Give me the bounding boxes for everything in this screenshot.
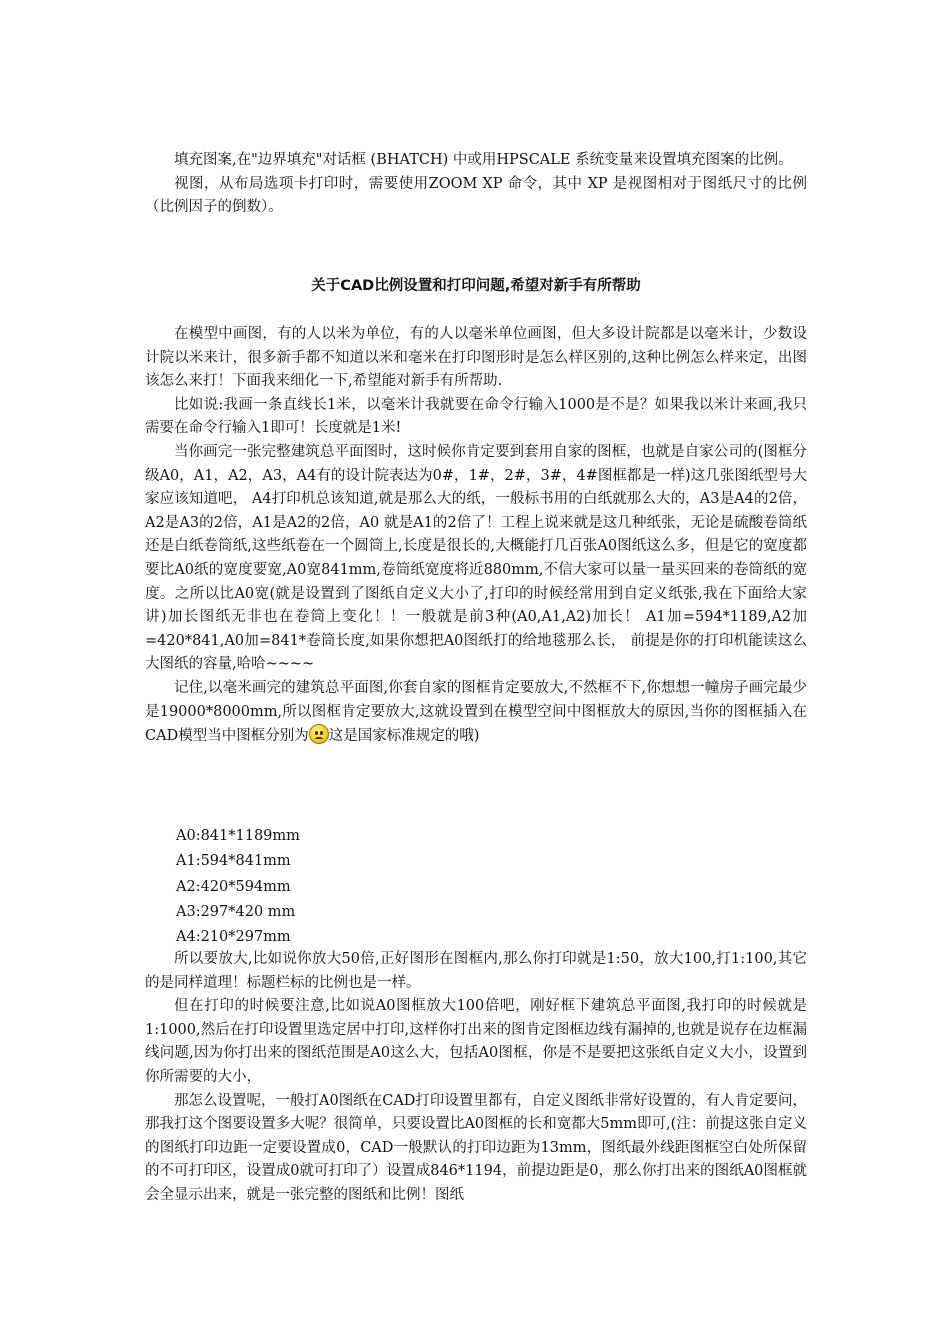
article-paragraph-frame-scale <box>145 677 807 749</box>
paper-size-item: A3:297*420 mm <box>176 903 296 920</box>
article-section-top <box>145 323 807 749</box>
intro-paragraph-zoom: 视图，从布局选项卡打印时，需要使用ZOOM XP 命令，其中 XP 是视图相对于图纸尺寸的比例（比例因子的倒数）。 <box>145 175 807 216</box>
worried-face-icon <box>309 724 329 744</box>
article-title: 关于CAD比例设置和打印问题,希望对新手有所帮助 <box>311 278 641 294</box>
paper-size-item: A0:841*1189mm <box>176 828 300 844</box>
frame-scale-text-end: 这是国家标准规定的哦) <box>328 728 480 745</box>
frame-scale-text: 记住,以毫米画完的建筑总平面图,你套自家的图框肯定要放大,不然框不下,你想想一幢房子画完最少是19000*8000mm,所以图框肯定要放大,这就设置到在模型空间中图框放大的原因,当你的图框插入在CAD模型当中图框分别为 <box>145 679 807 745</box>
article-paragraph-example: 比如说:我画一条直线长1米，以毫米计我就要在命令行输入1000是不是？如果我以米计来画,我只需要在命令行输入1即可！长度就是1米! <box>145 396 807 437</box>
article-section-bottom <box>145 948 807 1208</box>
intro-section <box>145 149 807 220</box>
paper-size-list <box>176 824 300 950</box>
article-paragraph-units: 在模型中画图，有的人以米为单位，有的人以毫米单位画图，但大多设计院都是以毫米计，少数设计院以米来计，很多新手都不知道以米和毫米在打印图形时是怎么样区别的,这种比例怎么样来定，出图该怎么来打！下面我来细化一下,希望能对新手有所帮助. <box>145 326 807 390</box>
article-paragraph-custom-size: 那怎么设置呢，一般打A0图纸在CAD打印设置里都有，自定义图纸非常好设置的，有人肯定要问，那我打这个图要设置多大呢？很简单，只要设置比A0图框的长和宽都大5mm即可,(注：前提这张自定义的图纸打印边距一定要设置成0，CAD一般默认的打印边距为13mm，图纸最外线距图框空白处所保留的不可打印区，设置成0就可打印了）设置成846*1194，前提边距是0，那么你打出来的图纸A0图框就会全显示出来，就是一张完整的图纸和比例！图纸 <box>145 1092 807 1203</box>
article-paragraph-enlarge: 所以要放大,比如说你放大50倍,正好图形在图框内,那么你打印就是1:50，放大100,打1:100,其它的是同样道理！标题栏标的比例也是一样。 <box>145 951 807 991</box>
paper-size-item: A4:210*297mm <box>176 929 291 946</box>
intro-paragraph-hatch: 填充图案,在"边界填充"对话框 (BHATCH) 中或用HPSCALE 系统变量来设置填充图案的比例。 <box>174 152 793 168</box>
article-paragraph-printing-note: 但在打印的时候要注意,比如说A0图框放大100倍吧，刚好框下建筑总平面图,我打印的时候就是1:1000,然后在打印设置里选定居中打印,这样你打出来的图肯定图框边线有漏掉的,也就是说存在边框漏线问题,因为你打出来的图纸范围是A0这么大，包括A0图框，你是不是要把这张纸自定义大小，设置到你所需要的大小， <box>145 998 807 1085</box>
paper-size-item: A1:594*841mm <box>176 853 291 870</box>
article-paragraph-paper-sizes: 当你画完一张完整建筑总平面图时，这时候你肯定要到套用自家的图框，也就是自家公司的(图框分级A0，A1，A2，A3，A4有的设计院表达为0#，1#，2#，3#，4#图框都是一样)这几张图纸型号大家应该知道吧， A4打印机总该知道,就是那么大的纸，一般标书用的白纸就那么大的，A3是A4的2倍，A2是A3的2倍，A1是A2的2倍，A0 就是A1的2倍了！工程上说来就是这几种纸张，无论是硫酸卷筒纸还是白纸卷筒纸,这些纸卷在一个圆筒上,长度是很长的,大概能打几百张A0图纸这么多，但是它的宽度都要比A0纸的宽度要宽,A0宽841mm,卷筒纸宽度将近880mm,不信大家可以量一量买回来的卷筒纸的宽度。之所以比A0宽(就是设置到了图纸自定义大小了,打印的时候经常用到自定义纸张,我在下面给大家讲)加长图纸无非也在卷筒上变化！！一般就是前3种(A0,A1,A2)加长！ A1加=594*1189,A2加=420*841,A0加=841*卷筒长度,如果你想把A0图纸打的给地毯那么长， 前提是你的打印机能读这么大图纸的容量,哈哈~~~~ <box>145 443 807 673</box>
paper-size-item: A2:420*594mm <box>176 878 291 895</box>
